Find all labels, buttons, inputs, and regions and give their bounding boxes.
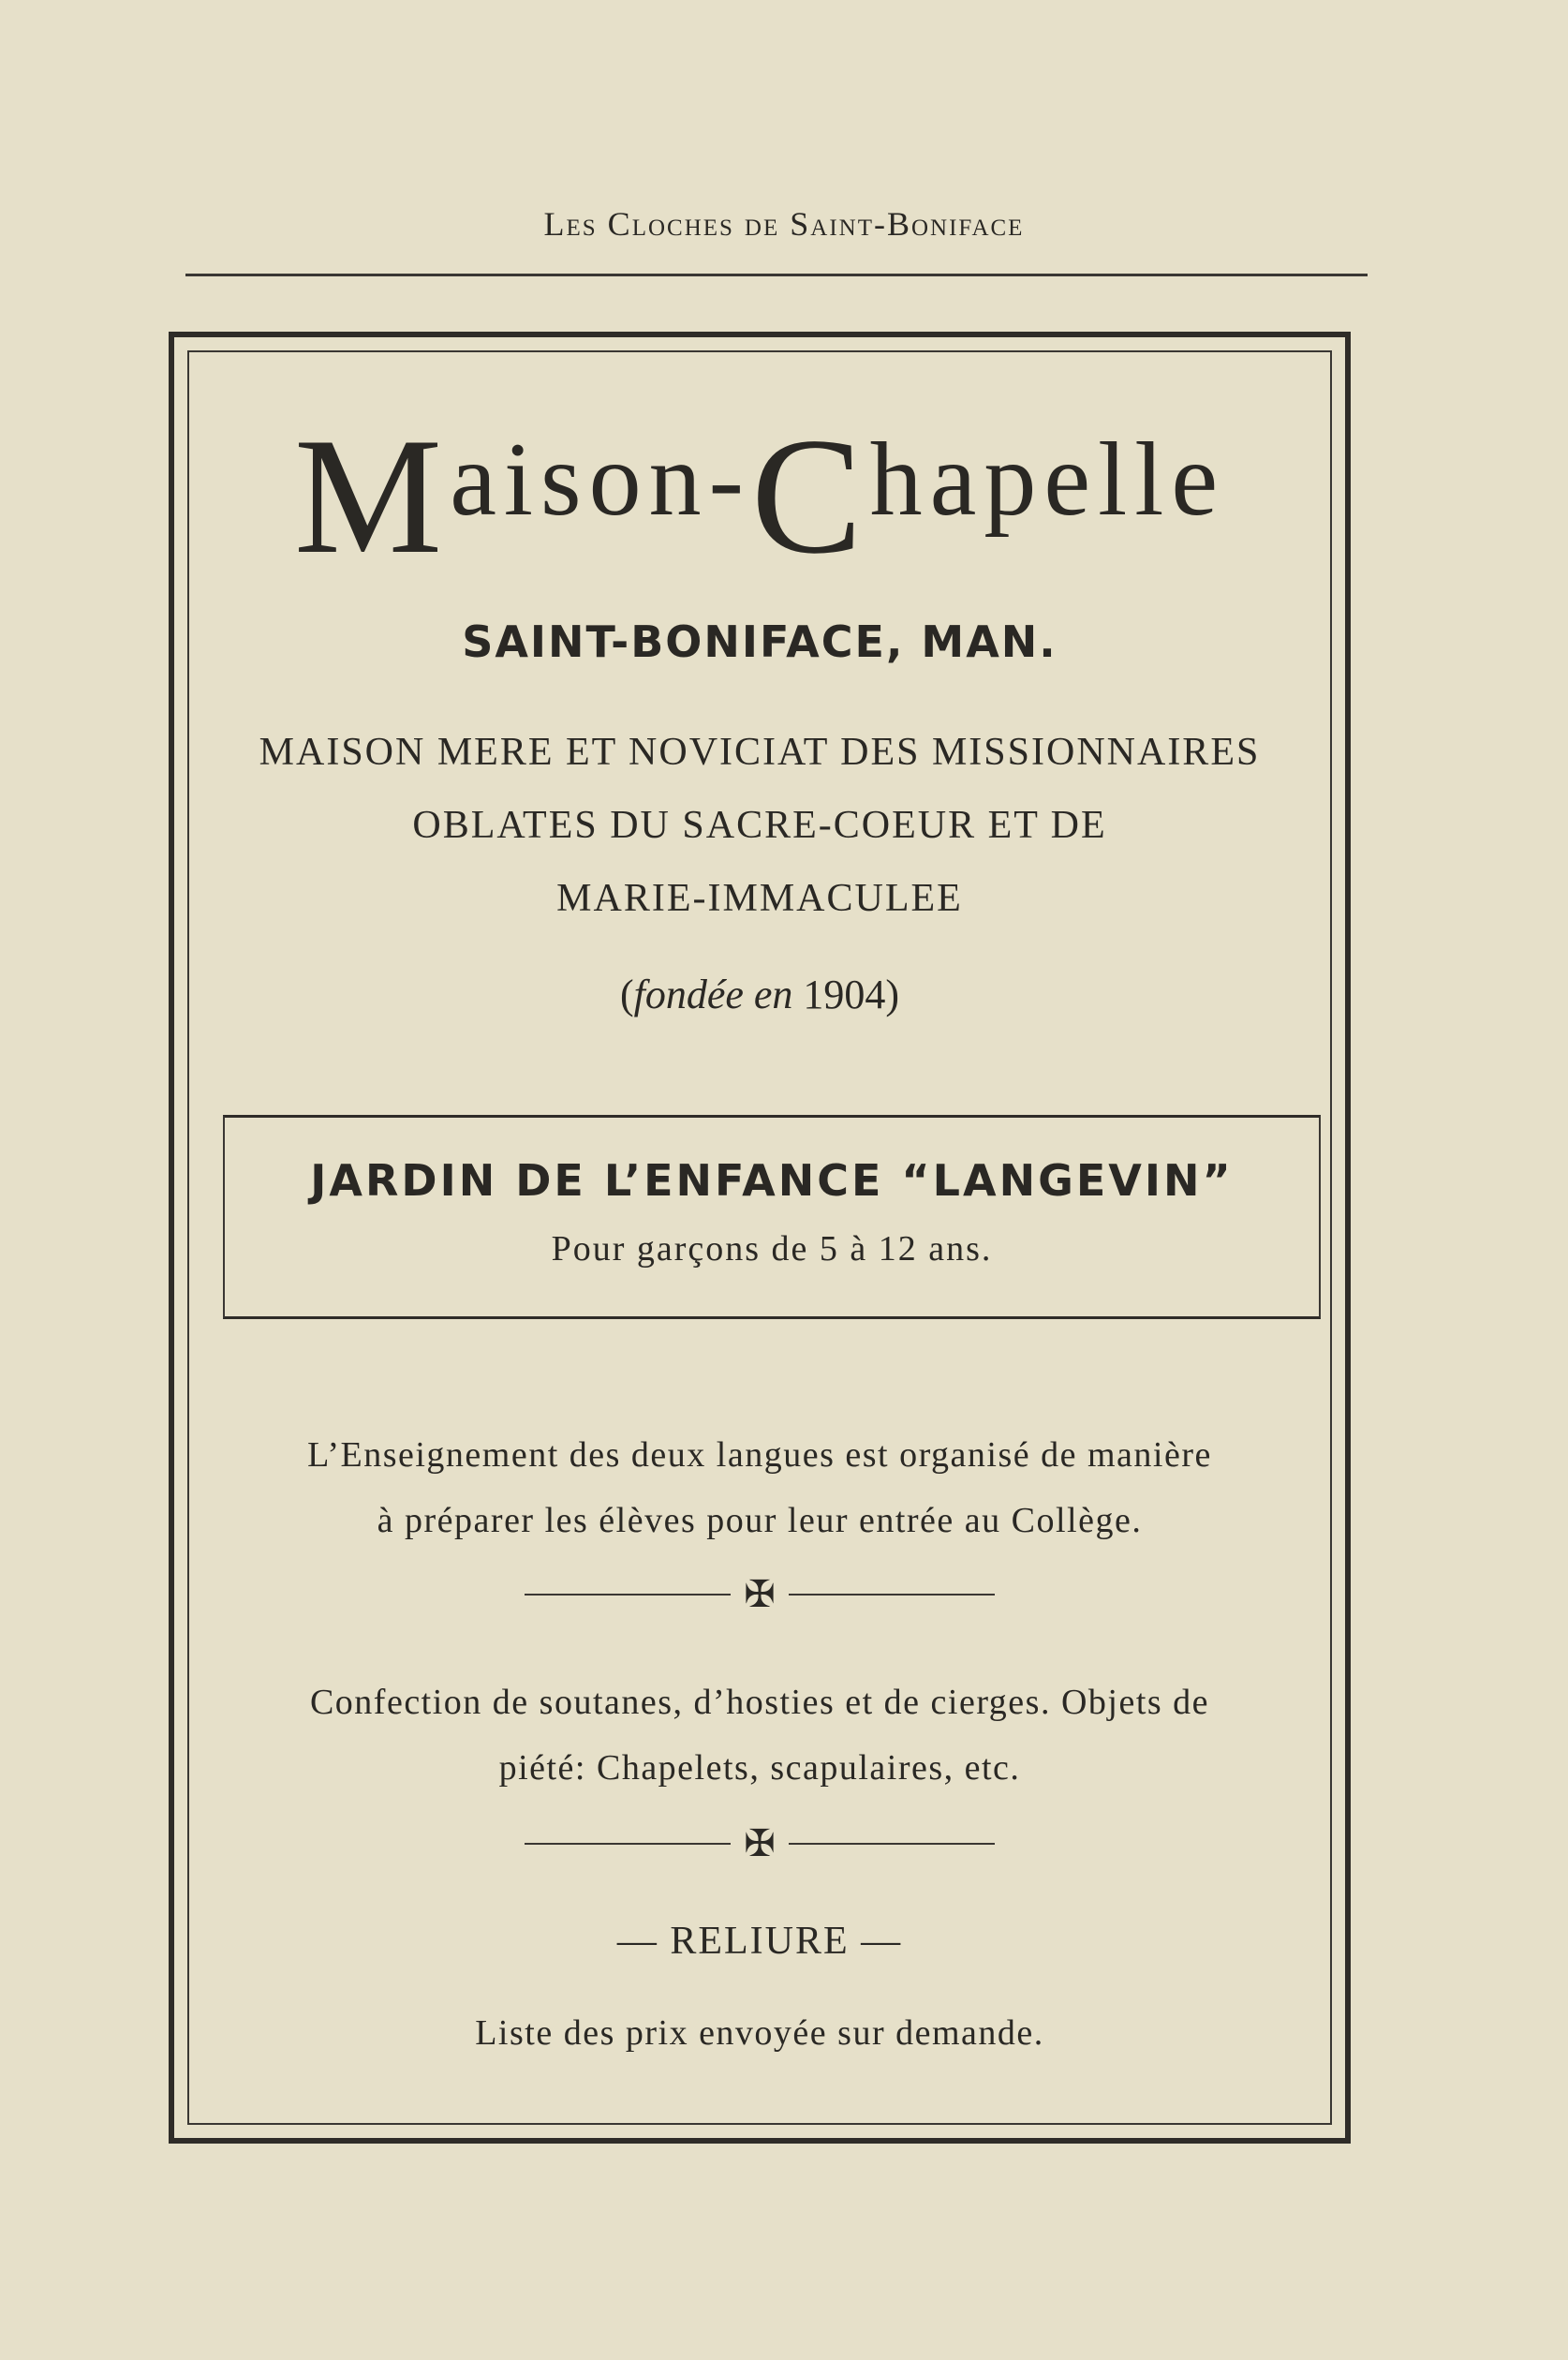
confection-line: piété: Chapelets, scapulaires, etc. (498, 1748, 1021, 1788)
mother-house-line: OBLATES DU SACRE-COEUR ET DE (412, 804, 1107, 847)
ornamental-divider (174, 1573, 1345, 1615)
founded-close-paren: ) (885, 972, 900, 1017)
founded-open-paren: ( (619, 972, 634, 1017)
price-list-note: Liste des prix envoyée sur demande. (475, 2013, 1044, 2053)
teaching-paragraph (212, 1422, 1308, 1553)
divider-line-right (789, 1843, 995, 1845)
title-initial-m: M (293, 403, 451, 588)
teaching-line: L’Enseignement des deux langues est organisé de manière (307, 1435, 1212, 1475)
title-initial-c: C (750, 403, 870, 588)
kindergarten-box (223, 1115, 1321, 1319)
kindergarten-title: JARDIN DE L’ENFANCE “LANGEVIN” (310, 1155, 1234, 1206)
running-head: Les Cloches de Saint-Boniface (543, 205, 1025, 243)
mother-house-line: MAISON MERE ET NOVICIAT DES MISSIONNAIRES (259, 731, 1261, 774)
maltese-cross-icon: ✠ (744, 1573, 776, 1615)
advertisement-content (174, 337, 1345, 2138)
founded-note (174, 971, 1345, 1018)
confection-paragraph (212, 1670, 1308, 1801)
reliure-heading: — RELIURE — (616, 1920, 903, 1963)
divider-line-right (789, 1594, 995, 1596)
confection-line: Confection de soutanes, d’hosties et de cierges. Objets de (309, 1683, 1210, 1722)
teaching-line: à préparer les élèves pour leur entrée au Collège. (377, 1501, 1143, 1540)
mother-house-description (212, 716, 1308, 935)
location-subtitle: SAINT-BONIFACE, MAN. (462, 616, 1058, 667)
maltese-cross-icon: ✠ (744, 1822, 776, 1864)
title-part-2: hapelle (869, 422, 1226, 538)
kindergarten-subtitle: Pour garçons de 5 à 12 ans. (551, 1229, 993, 1269)
divider-line-left (525, 1843, 731, 1845)
divider-line-left (525, 1594, 731, 1596)
advertisement-frame (169, 332, 1351, 2144)
founded-year: 1904 (803, 972, 886, 1017)
mother-house-line: MARIE-IMMACULEE (556, 877, 963, 920)
founded-label: fondée en (633, 972, 793, 1017)
page-title (174, 403, 1345, 588)
ornamental-divider (174, 1822, 1345, 1864)
header-rule (185, 274, 1368, 276)
title-part-1: aison- (450, 422, 751, 538)
